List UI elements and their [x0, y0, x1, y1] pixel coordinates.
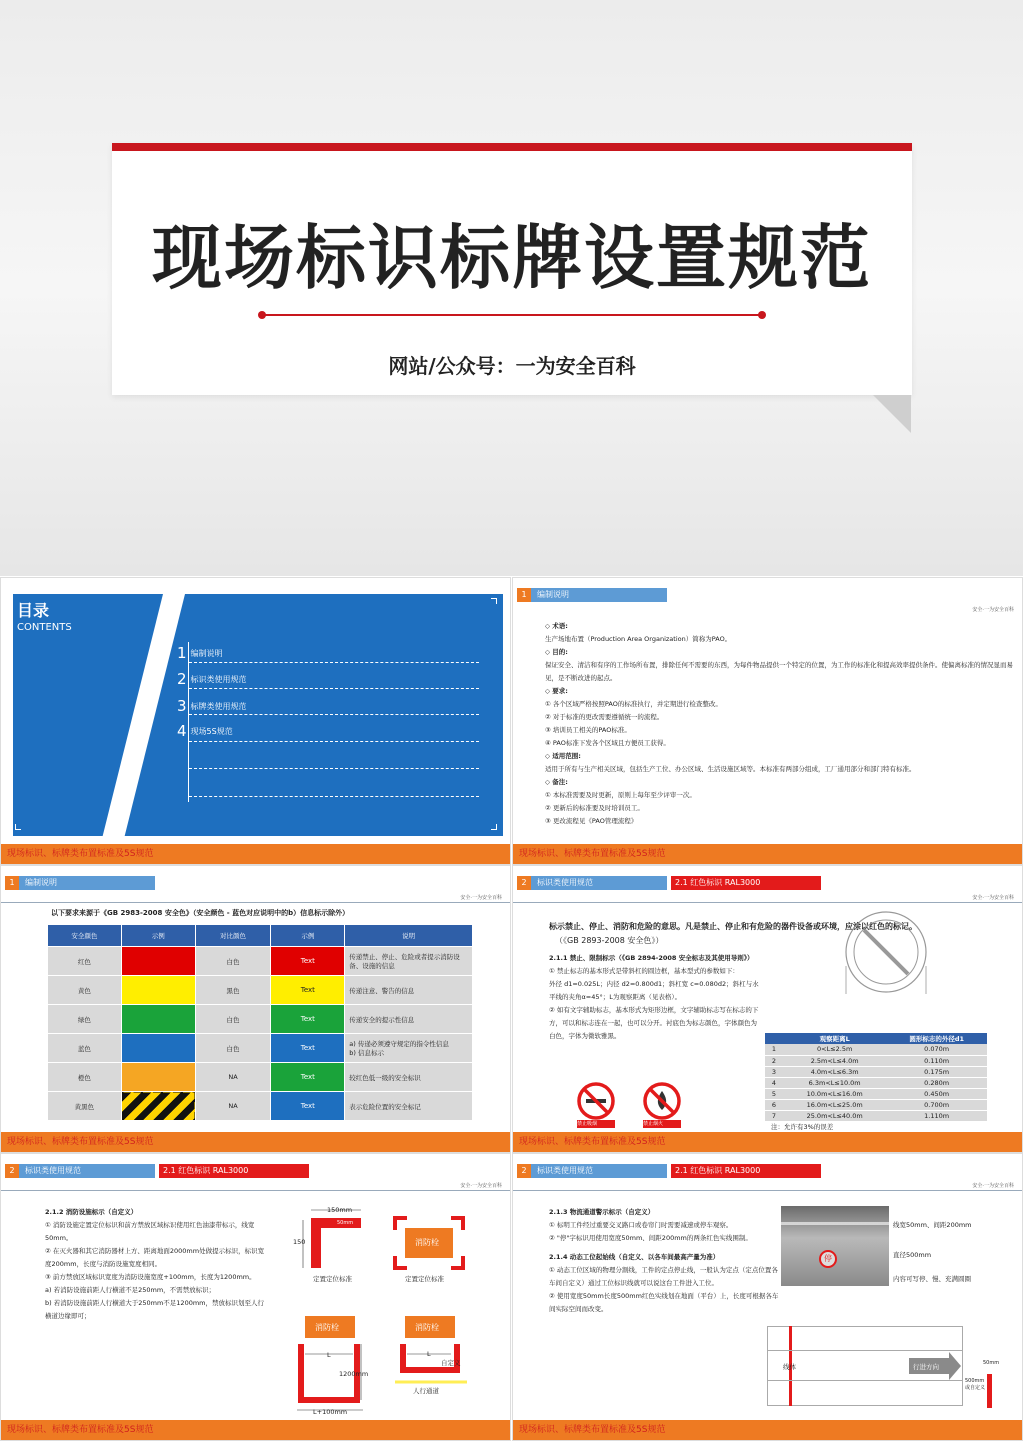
table-cell: 7	[765, 1110, 783, 1121]
column-header: 说明	[345, 925, 473, 947]
body-line: ① 各个区域严格按照PAO的标准执行，并定期进行检查整改。	[545, 700, 722, 708]
body-line: ① 本标准需要及时更新，原则上每年至少评审一次。	[545, 791, 696, 799]
slide-red-marking[interactable]	[512, 865, 1023, 1153]
body-line: 2.1.1 禁止、限制标示（《GB 2894-2008 安全标志及其使用导则》）	[549, 954, 754, 962]
intro-source: （《GB 2893-2008 安全色》）	[555, 936, 664, 945]
table-row	[765, 1055, 987, 1066]
table-row	[765, 1110, 987, 1121]
column-header: 对比颜色	[195, 925, 271, 947]
contrast-name: 黑色	[195, 976, 271, 1005]
header-rule	[1, 1190, 510, 1191]
corner-mark	[491, 598, 497, 604]
body-line: 外径 d1=0.025L；内径 d2=0.800d1；斜杠宽 c=0.080d2；斜杠与水平线的夹角α=45°；L为观察距离（见表格）。	[549, 980, 759, 1001]
cover-accent-bar	[112, 143, 912, 151]
section-header: 2 标识类使用规范	[517, 876, 667, 890]
floor-photo	[781, 1206, 889, 1286]
corner-mark	[491, 824, 497, 830]
body-line: ② 使用宽度50mm长度500mm红色实线划在地面（平台）上，长度可根据各车间实际空间而改变。	[549, 1292, 779, 1313]
body-line: 保证安全、清洁和有序的工作场所布置，排除任何不需要的东西，为每件物品提供一个特定的位置，为工作的标准化和提高效率提供条件。使偏离标准的情况显而易见，是不断改进的起点。	[545, 661, 1013, 682]
dim-label: L	[327, 1351, 331, 1359]
table-row	[48, 947, 473, 976]
section-subheader: 2.1 红色标识 RAL3000	[159, 1164, 309, 1178]
slide-footer: 现场标识、标牌类布置标准及5S规范	[513, 1420, 1022, 1440]
page-fold-corner	[873, 395, 911, 433]
section-heading: ◇ 目的:	[545, 648, 568, 656]
annotation: 直径500mm	[893, 1251, 932, 1259]
sign-label: 禁止吸烟	[577, 1121, 598, 1127]
compile-notes-body	[545, 620, 1015, 828]
dim-label: 50mm	[983, 1360, 1000, 1366]
toc-dash	[189, 768, 479, 769]
color-swatch	[121, 976, 195, 1005]
color-description: 较红色低一级的安全标识	[345, 1063, 473, 1092]
cover-subtitle: 网站/公众号：一为安全百科	[388, 354, 636, 378]
table-cell: 0.280m	[886, 1077, 987, 1088]
toc-dash	[189, 662, 479, 663]
table-cell: 1	[765, 1044, 783, 1055]
table-cell: 4	[765, 1077, 783, 1088]
color-description: 传递注意、警告的信息	[345, 976, 473, 1005]
table-corner	[765, 1033, 783, 1044]
toc-dash	[189, 741, 479, 742]
text-sample: Text	[271, 947, 345, 976]
slide-tagline: 安全·一为安全百科	[460, 1183, 502, 1189]
body-line: ③ 培训员工相关的PAO标准。	[545, 726, 631, 734]
table-row	[765, 1099, 987, 1110]
text-sample: Text	[271, 976, 345, 1005]
color-description: 传递禁止、停止、危险或者提示消防设备、设施的信息	[345, 947, 473, 976]
body-line: ② "停"字标识用使用宽度50mm、间距200mm的两条红色实线围制。	[549, 1234, 752, 1242]
text-sample: Text	[271, 1092, 345, 1121]
toc-dash	[189, 714, 479, 715]
toc-item-3[interactable]: 3 标牌类使用规范	[177, 697, 247, 715]
table-row	[48, 1034, 473, 1063]
fire-facility-body	[45, 1206, 265, 1323]
cover-slide	[0, 0, 1023, 576]
table-cell: 2	[765, 1055, 783, 1066]
cover-title: 现场标识标牌设置规范	[152, 217, 872, 299]
color-swatch	[121, 1063, 195, 1092]
body-line: ① 标明工件经过重要交叉路口或卷帘门时需要减速或停车观察。	[549, 1221, 733, 1229]
table-cell: 4.0m<L≤6.3m	[783, 1066, 886, 1077]
dim-label: 50mm	[337, 1220, 354, 1226]
toc-item-4[interactable]: 4 现场5S规范	[177, 722, 233, 740]
text-sample: Text	[271, 1005, 345, 1034]
header-rule	[513, 902, 1022, 903]
slide-safety-colors[interactable]	[0, 865, 511, 1153]
body-line: ② 对于标准的更改需要遵循统一的流程。	[545, 713, 664, 721]
sign-label: 禁止烟火	[643, 1121, 664, 1127]
section-heading: ◇ 适用范围:	[545, 752, 581, 760]
toc-dash	[189, 796, 479, 797]
table-cell: 2.5m<L≤4.0m	[783, 1055, 886, 1066]
contrast-name: 白色	[195, 1005, 271, 1034]
body-line: ② 在灭火器和其它消防器材上方、距离地面2000mm处做提示标识，标识宽度200mm，长度与消防设施宽度相同。	[45, 1247, 265, 1268]
table-row	[48, 1005, 473, 1034]
slide-tagline: 安全·一为安全百科	[972, 895, 1014, 901]
table-cell: 0.700m	[886, 1099, 987, 1110]
table-header: 圆形标志的外径d1	[886, 1033, 987, 1044]
text-sample: Text	[271, 1034, 345, 1063]
slide-fire-facility-marking[interactable]	[0, 1153, 511, 1441]
contrast-name: 白色	[195, 1034, 271, 1063]
color-description: a) 传递必须遵守规定的指令性信息 b) 信息标示	[345, 1034, 473, 1063]
slide-tagline: 安全·一为安全百科	[460, 895, 502, 901]
table-cell: 0<L≤2.5m	[783, 1044, 886, 1055]
color-swatch	[121, 1034, 195, 1063]
table-cell: 5	[765, 1088, 783, 1099]
walkway-label: 人行通道	[413, 1387, 439, 1395]
body-line: ④ PAO标准下发各个区域且方便员工获得。	[545, 739, 670, 747]
dim-label: L	[427, 1350, 431, 1358]
body-line: ③ 更改流程见《PAO管理流程》	[545, 817, 638, 825]
divider-dot-right	[758, 311, 766, 319]
body-line: ① 禁止标志的基本形式是带斜杠的圆边框，基本型式的参数如下：	[549, 967, 739, 975]
section-header: 2 标识类使用规范	[517, 1164, 667, 1178]
table-cell: 25.0m<L≤40.0m	[783, 1110, 886, 1121]
no-parking-zone-diagram	[293, 1340, 375, 1418]
slide-tagline: 安全·一为安全百科	[972, 607, 1014, 613]
body-line: b) 若消防设施前距人行横道大于250mm不足1200mm，禁放标识划至人行横道边缘即可；	[45, 1299, 265, 1320]
contrast-name: NA	[195, 1092, 271, 1121]
color-name: 橙色	[48, 1063, 122, 1092]
column-header: 示例	[271, 925, 345, 947]
contrast-name: 白色	[195, 947, 271, 976]
intro-line: 标示禁止、停止、消防和危险的意思。凡是禁止、停止和有危险的器件设备或环境，应涂以红色的标记。	[549, 922, 917, 931]
table-row	[48, 976, 473, 1005]
toc-title: 目录	[17, 601, 50, 620]
toc-slash-decoration	[88, 594, 185, 865]
body-line: ③ 前方禁放区域标识宽度为消防设施宽度+100mm，长度为1200mm。	[45, 1273, 256, 1281]
table-header: 观察距离L	[783, 1033, 886, 1044]
slide-compile-notes[interactable]	[512, 577, 1023, 865]
body-line: ② 如有文字辅助标志，基本形式为矩形边框，文字辅助标志写在标志的下方，可以和标志连在一起，也可以分开。衬底色为标志颜色，字体颜色为白色，字体为微软雅黑。	[549, 1006, 759, 1040]
body-line: 2.1.3 物流通道警示标示（自定义）	[549, 1208, 655, 1216]
lane-line	[767, 1380, 963, 1381]
body-line: a) 若消防设施前距人行横道不足250mm，不需禁放标识；	[45, 1286, 216, 1294]
slide-footer: 现场标识、标牌类布置标准及5S规范	[1, 1132, 510, 1152]
slide-logistics-marking[interactable]	[512, 1153, 1023, 1441]
body-line: 适用于所有与生产相关区域，包括生产工位、办公区域、生活设施区域等。本标准有两部分组成，工厂通用部分和部门特有标准。	[545, 765, 916, 773]
dim-label: L+100mm	[313, 1408, 348, 1416]
table-caption: 以下要求来源于《GB 2983-2008 安全色》（安全颜色 - 蓝色对应说明中的b）信息标示除外）	[51, 909, 350, 917]
contrast-name: NA	[195, 1063, 271, 1092]
toc-panel	[13, 594, 503, 836]
section-header: 1 编制说明	[517, 588, 667, 602]
toc-item-1[interactable]: 1 编制说明	[177, 644, 223, 662]
table-row	[765, 1088, 987, 1099]
slide-footer: 现场标识、标牌类布置标准及5S规范	[513, 1132, 1022, 1152]
table-cell: 6	[765, 1099, 783, 1110]
color-description: 表示危险位置的安全标记	[345, 1092, 473, 1121]
photo-line	[781, 1222, 889, 1225]
toc-item-2[interactable]: 2 标识类使用规范	[177, 670, 247, 688]
toc-dash	[189, 688, 479, 689]
safety-color-table	[47, 924, 473, 1121]
table-cell: 3	[765, 1066, 783, 1077]
color-name: 红色	[48, 947, 122, 976]
sign-text: 消防栓	[415, 1323, 439, 1332]
slide-tagline: 安全·一为安全百科	[972, 1183, 1014, 1189]
prohibition-sign-diagram	[839, 906, 933, 998]
lane-line	[767, 1350, 963, 1351]
body-line: ② 更新后的标准要及时培训员工。	[545, 804, 644, 812]
color-name: 绿色	[48, 1005, 122, 1034]
color-name: 黄黑色	[48, 1092, 122, 1121]
slide-footer: 现场标识、标牌类布置标准及5S规范	[1, 1420, 510, 1440]
table-cell: 6.3m<L≤10.0m	[783, 1077, 886, 1088]
section-subheader: 2.1 红色标识 RAL3000	[671, 1164, 821, 1178]
table-cell: 0.070m	[886, 1044, 987, 1055]
color-name: 蓝色	[48, 1034, 122, 1063]
body-line: 2.1.4 动态工位起始线（自定义、以各车间最高产量为准）	[549, 1253, 720, 1261]
distance-table	[765, 1033, 987, 1122]
color-name: 黄色	[48, 976, 122, 1005]
sign-text: 消防栓	[415, 1238, 439, 1247]
header-rule	[1, 902, 510, 903]
color-swatch	[121, 947, 195, 976]
dim-label: 150mm	[327, 1206, 353, 1214]
red-marking-intro	[549, 920, 1019, 948]
caption: 定置定位标准	[313, 1275, 352, 1283]
annotation: 线宽50mm、间距200mm	[893, 1221, 972, 1229]
logistics-body	[549, 1206, 781, 1316]
color-description: 传递安全的提示性信息	[345, 1005, 473, 1034]
slide-toc[interactable]	[0, 577, 511, 865]
line-label: 线体	[783, 1363, 796, 1371]
column-header: 示例	[121, 925, 195, 947]
table-row	[765, 1044, 987, 1055]
toc-subtitle: CONTENTS	[17, 622, 72, 633]
slide-footer: 现场标识、标牌类布置标准及5S规范	[1, 844, 510, 864]
body-line: ① 动态工位区域的物理分割线，工件的定点停止线，一般认为定点（定点位置各车间自定义）通过工位标识线就可以说这台工件进入工位。	[549, 1266, 778, 1287]
section-header: 2 标识类使用规范	[5, 1164, 155, 1178]
body-line: 2.1.2 消防设施标示（自定义）	[45, 1208, 138, 1216]
table-cell: 0.175m	[886, 1066, 987, 1077]
direction-label: 行进方向	[913, 1363, 939, 1371]
header-rule	[513, 1190, 1022, 1191]
table-note: 注：允许有3%的误差	[771, 1123, 834, 1131]
caption: 定置定位标准	[405, 1275, 444, 1283]
table-row	[765, 1077, 987, 1088]
sign-text: 消防栓	[315, 1323, 339, 1332]
table-row	[48, 1063, 473, 1092]
dim-label: 1200mm	[339, 1370, 369, 1378]
arrow-head	[949, 1352, 961, 1380]
cover-divider	[261, 314, 763, 316]
red-line-sample	[987, 1374, 992, 1408]
column-header: 安全颜色	[48, 925, 122, 947]
color-swatch	[121, 1005, 195, 1034]
dim-label: 150	[293, 1238, 306, 1246]
color-swatch	[121, 1092, 195, 1121]
body-line: ① 消防设施定置定位标识和前方禁放区域标识使用红色油漆带标示，线宽50mm。	[45, 1221, 255, 1242]
section-heading: ◇ 术语:	[545, 622, 568, 630]
section-heading: ◇ 要求:	[545, 687, 568, 695]
table-cell: 16.0m<L≤25.0m	[783, 1099, 886, 1110]
table-row	[765, 1066, 987, 1077]
section-header: 1 编制说明	[5, 876, 155, 890]
table-cell: 1.110m	[886, 1110, 987, 1121]
table-row	[48, 1092, 473, 1121]
stop-mark: 停	[819, 1250, 837, 1268]
dim-label: 500mm或自定义	[965, 1378, 986, 1391]
table-cell: 0.110m	[886, 1055, 987, 1066]
table-cell: 0.450m	[886, 1088, 987, 1099]
text-sample: Text	[271, 1063, 345, 1092]
corner-mark	[15, 824, 21, 830]
slide-footer: 现场标识、标牌类布置标准及5S规范	[513, 844, 1022, 864]
annotation: 内容可写停、慢、充满圆圈	[893, 1275, 971, 1283]
red-marking-body	[549, 952, 759, 1043]
divider-dot-left	[258, 311, 266, 319]
section-subheader: 2.1 红色标识 RAL3000	[671, 876, 821, 890]
table-cell: 10.0m<L≤16.0m	[783, 1088, 886, 1099]
body-line: 生产场地布置（Production Area Organization）简称为PAO。	[545, 635, 732, 643]
section-heading: ◇ 备注:	[545, 778, 568, 786]
dim-label: 自定义	[441, 1359, 461, 1367]
